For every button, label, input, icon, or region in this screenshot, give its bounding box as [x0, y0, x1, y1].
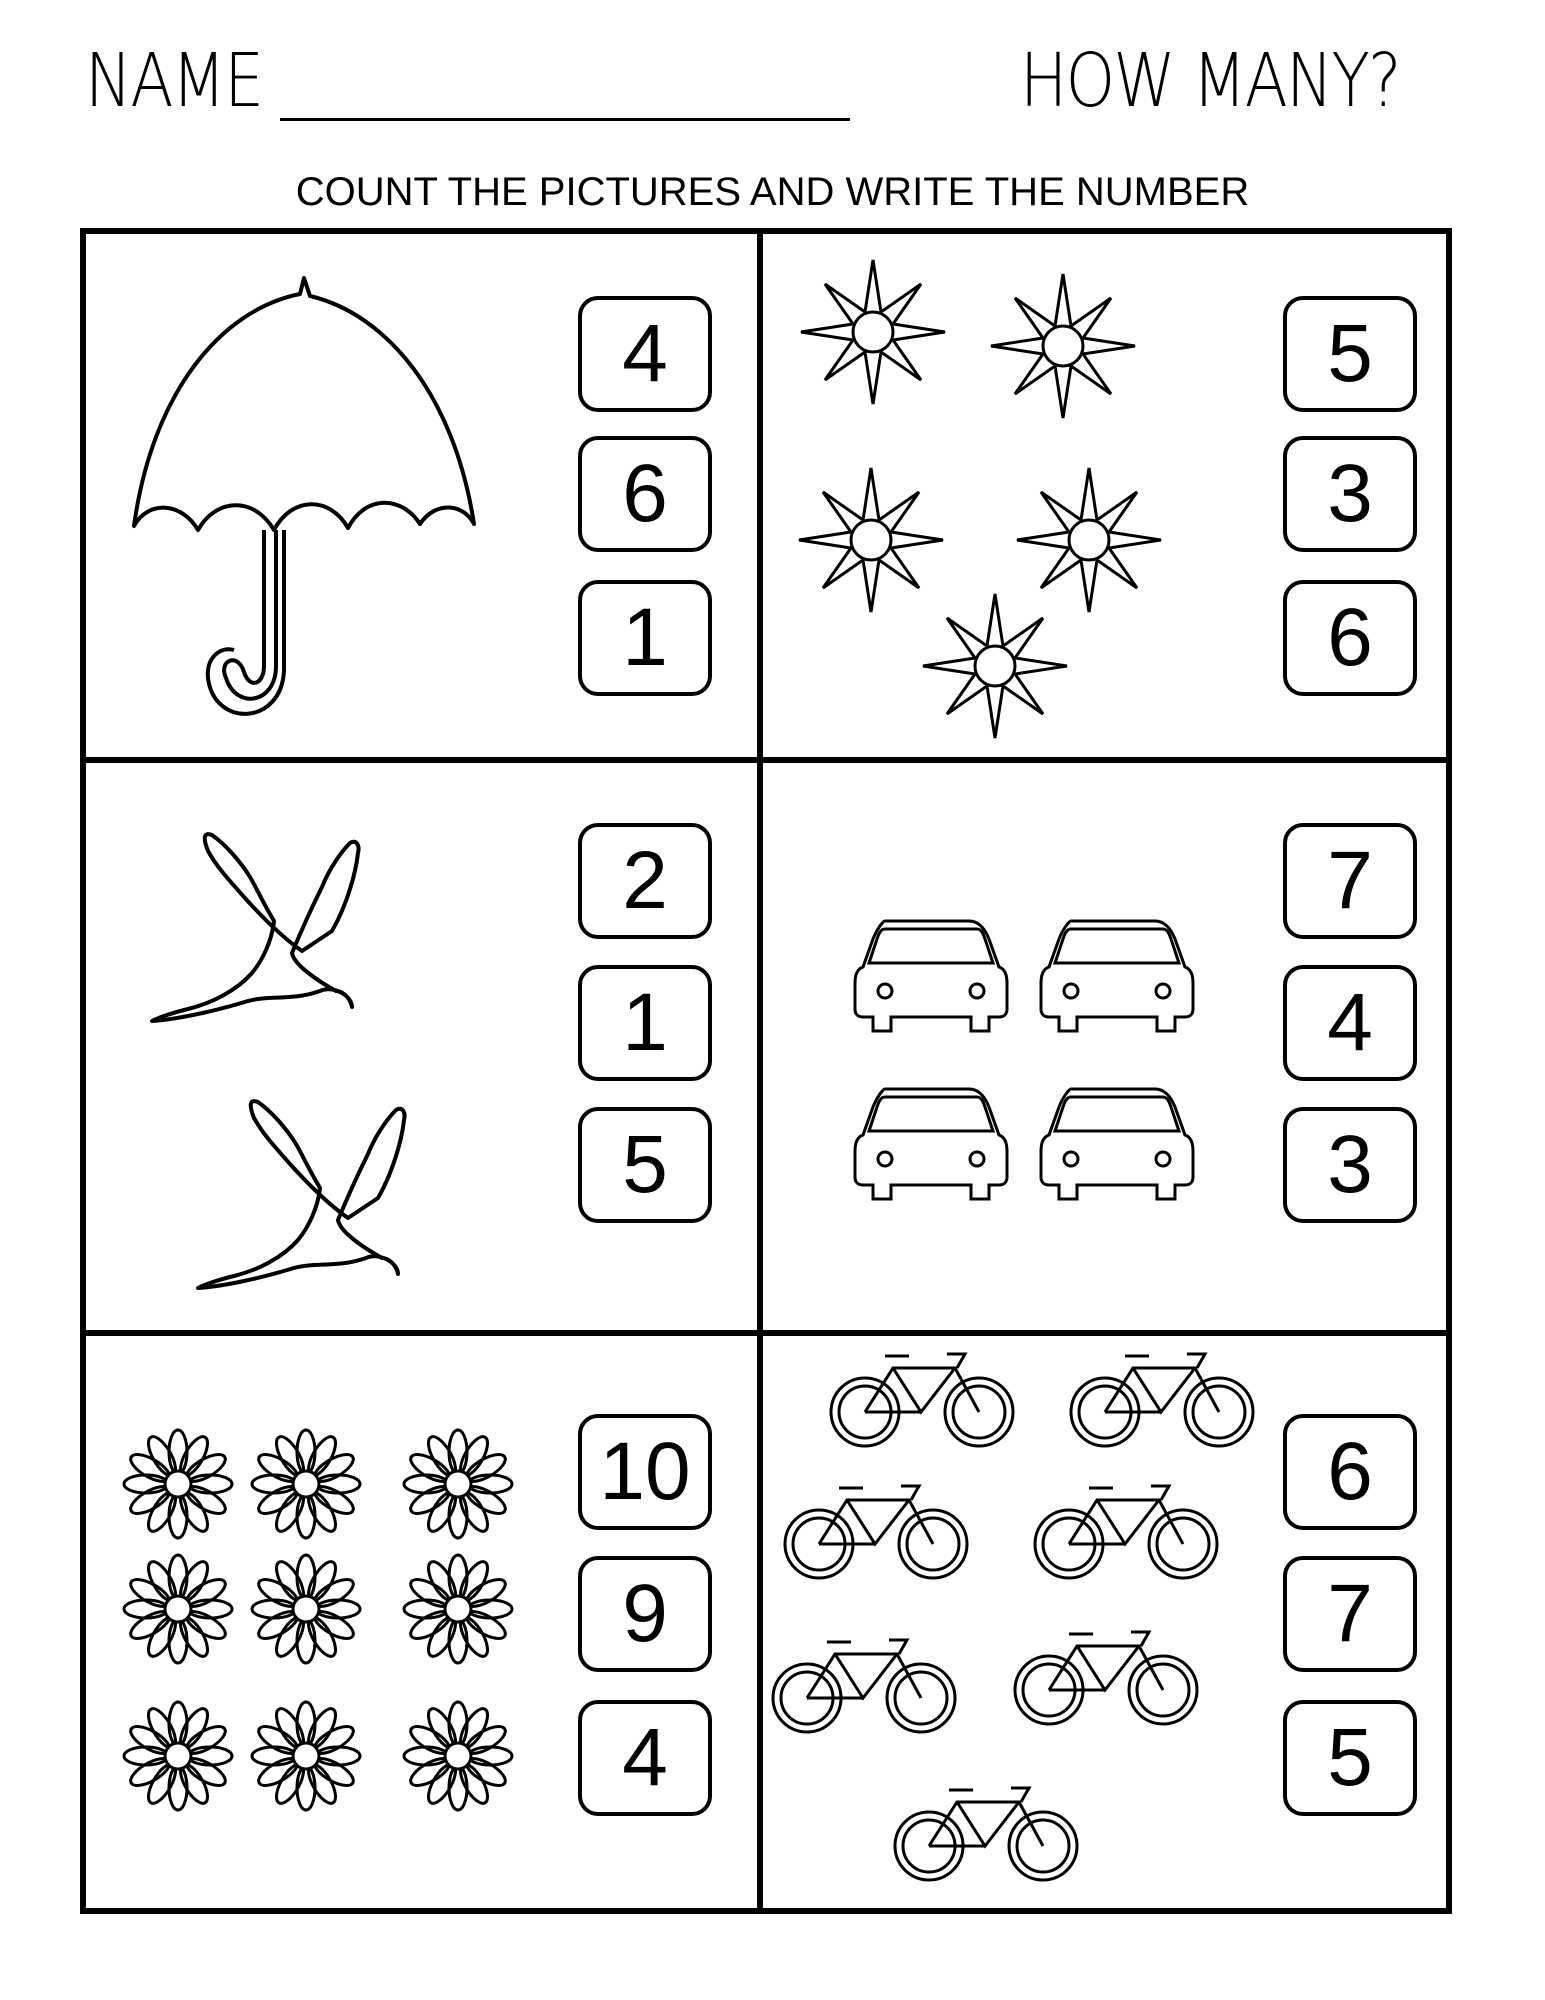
answer-option[interactable]: 9 [578, 1556, 712, 1672]
answer-option[interactable]: 6 [1283, 580, 1417, 696]
car-icon [855, 921, 1007, 1031]
sun-icon [1017, 468, 1161, 612]
flower-icon [404, 1555, 512, 1663]
answer-option[interactable]: 4 [578, 296, 712, 412]
answer-option[interactable]: 4 [578, 1700, 712, 1816]
bicycle-icon [773, 1640, 955, 1732]
flower-icon [252, 1430, 360, 1538]
answer-option[interactable]: 4 [1283, 965, 1417, 1081]
answer-option[interactable]: 5 [578, 1107, 712, 1223]
name-label: NAME [85, 38, 263, 124]
bicycle-icon [785, 1486, 967, 1578]
answer-option[interactable]: 7 [1283, 823, 1417, 939]
answer-option[interactable]: 5 [1283, 296, 1417, 412]
answer-option[interactable]: 7 [1283, 1556, 1417, 1672]
panel-suns [763, 234, 1446, 757]
answer-option[interactable]: 10 [578, 1414, 712, 1530]
panel-flowers [86, 1336, 757, 1908]
car-icon [1041, 921, 1193, 1031]
answer-option[interactable]: 1 [578, 580, 712, 696]
bicycle-icon [1015, 1632, 1197, 1724]
flower-icon [124, 1702, 232, 1810]
flower-icon [124, 1430, 232, 1538]
answer-option[interactable]: 1 [578, 965, 712, 1081]
flower-icon [252, 1702, 360, 1810]
sun-icon [799, 468, 943, 612]
panel-bicycles [763, 1336, 1446, 1908]
answer-option[interactable]: 3 [1283, 436, 1417, 552]
page-title: HOW MANY? [1020, 38, 1400, 124]
answer-option[interactable]: 6 [578, 436, 712, 552]
flower-icon [124, 1555, 232, 1663]
bird-icon [152, 834, 359, 1021]
car-icon [1041, 1089, 1193, 1199]
panel-birds [86, 763, 757, 1330]
name-write-line[interactable] [280, 118, 850, 121]
sun-icon [801, 260, 945, 404]
bicycle-icon [1035, 1486, 1217, 1578]
answer-option[interactable]: 6 [1283, 1414, 1417, 1530]
flower-icon [404, 1702, 512, 1810]
flower-icon [252, 1555, 360, 1663]
panel-cars [763, 763, 1446, 1330]
sun-icon [991, 274, 1135, 418]
answer-option[interactable]: 3 [1283, 1107, 1417, 1223]
bicycle-icon [1071, 1354, 1253, 1446]
car-icon [855, 1089, 1007, 1199]
instruction-text: COUNT THE PICTURES AND WRITE THE NUMBER [295, 170, 1250, 214]
bicycle-icon [831, 1354, 1013, 1446]
answer-option[interactable]: 2 [578, 823, 712, 939]
panel-umbrella [86, 234, 757, 757]
sun-icon [923, 594, 1067, 738]
answer-option[interactable]: 5 [1283, 1700, 1417, 1816]
flower-icon [404, 1430, 512, 1538]
bicycle-icon [895, 1788, 1077, 1880]
bird-icon [198, 1101, 405, 1288]
